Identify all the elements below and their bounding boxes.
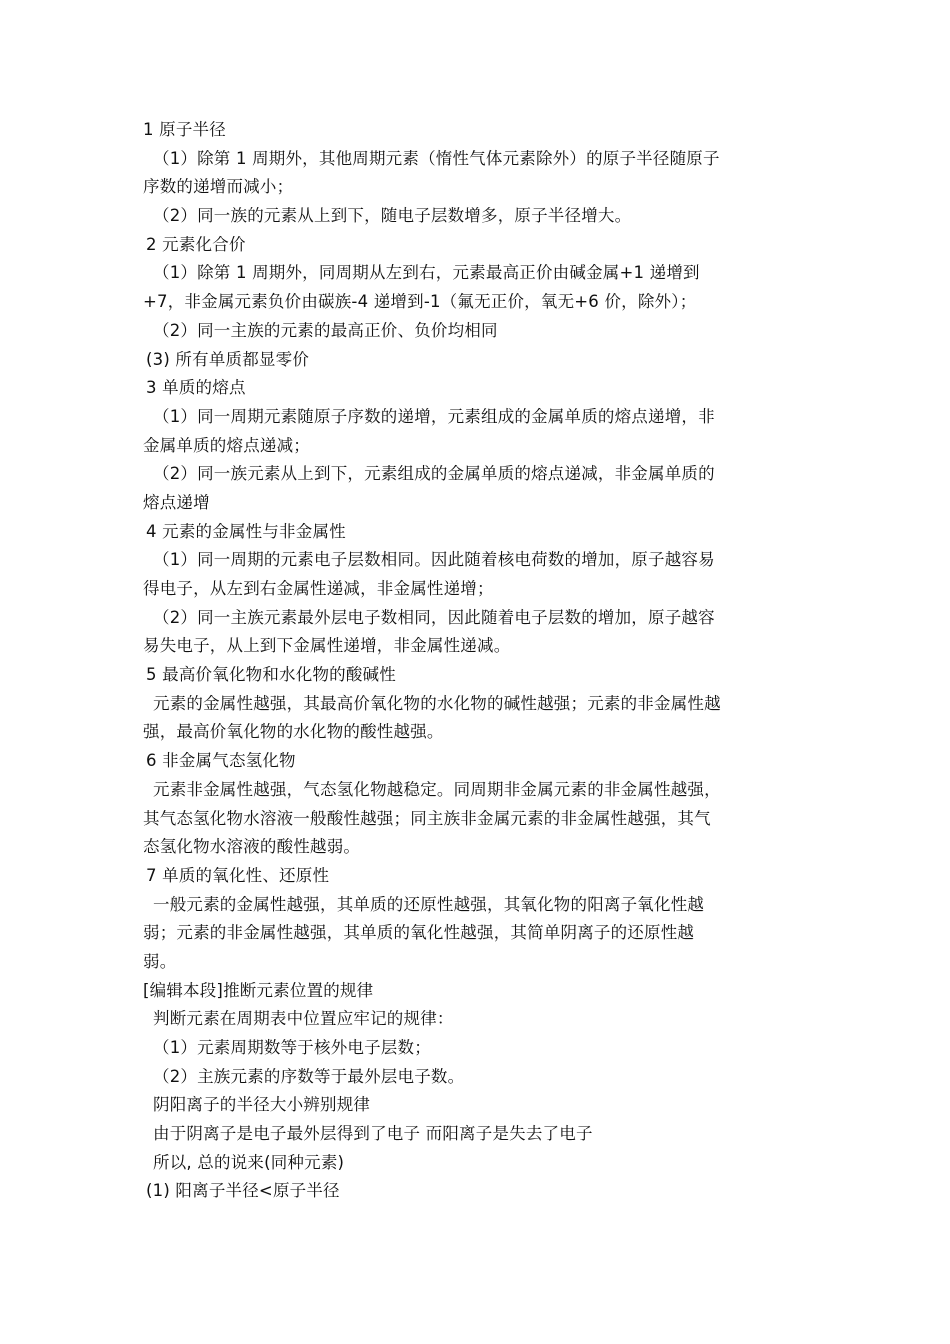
heading-ion-radius: 阴阳离子的半径大小辨别规律 (153, 1095, 371, 1115)
heading-atomic-radius: 1 原子半径 (143, 120, 226, 139)
text-line: 强，最高价氧化物的水化物的酸性越强。 (143, 722, 444, 742)
heading-hydride: 6 非金属气态氢化物 (146, 751, 296, 771)
text-line: 序数的递增而减小； (143, 177, 294, 197)
text-line: 一般元素的金属性越强，其单质的还原性越强，其氧化物的阳离子氧化性越 (153, 894, 705, 914)
heading-valence: 2 元素化合价 (146, 234, 246, 254)
text-line: （2）同一主族元素最外层电子数相同，因此随着电子层数的增加，原子越容 (153, 607, 715, 627)
text-line: 由于阴离子是电子最外层得到了电子 而阳离子是失去了电子 (153, 1124, 593, 1144)
text-line: （1）除第 1 周期外，同周期从左到右，元素最高正价由碱金属+1 递增到 (153, 263, 700, 283)
text-line: （1）同一周期元素随原子序数的递增，元素组成的金属单质的熔点递增，非 (153, 406, 715, 426)
text-line: （2）同一族元素从上到下，元素组成的金属单质的熔点递减，非金属单质的 (153, 464, 715, 484)
text-line: 熔点递增 (143, 492, 210, 512)
text-line: 得电子，从左到右金属性递减，非金属性递增； (143, 579, 494, 598)
text-line: 所以, 总的说来(同种元素) (153, 1152, 345, 1172)
heading-redox: 7 单质的氧化性、还原性 (146, 865, 330, 885)
heading-position-rules: [编辑本段]推断元素位置的规律 (143, 980, 374, 1000)
text-line: 金属单质的熔点递减； (143, 435, 310, 455)
text-line: 元素的金属性越强，其最高价氧化物的水化物的碱性越强；元素的非金属性越 (153, 693, 721, 713)
text-line: （2）主族元素的序数等于最外层电子数。 (153, 1066, 465, 1086)
text-line: （2）同一主族的元素的最高正价、负价均相同 (153, 320, 498, 340)
text-line: （1）同一周期的元素电子层数相同。因此随着核电荷数的增加，原子越容易 (153, 550, 715, 570)
heading-melting-point: 3 单质的熔点 (146, 378, 246, 398)
text-line: 元素非金属性越强，气态氢化物越稳定。同周期非金属元素的非金属性越强， (153, 779, 721, 799)
text-line: （2）同一族的元素从上到下，随电子层数增多，原子半径增大。 (153, 206, 632, 226)
text-line: 态氢化物水溶液的酸性越弱。 (143, 837, 361, 857)
text-line: 判断元素在周期表中位置应牢记的规律： (153, 1009, 454, 1029)
heading-metallic-property: 4 元素的金属性与非金属性 (146, 521, 346, 541)
text-line: 弱。 (143, 951, 177, 971)
heading-oxide-acidity: 5 最高价氧化物和水化物的酸碱性 (146, 665, 396, 685)
text-line: (1) 阳离子半径<原子半径 (146, 1181, 340, 1201)
text-line: 其气态氢化物水溶液一般酸性越强；同主族非金属元素的非金属性越强，其气 (143, 808, 711, 828)
text-line: +7，非金属元素负价由碳族-4 递增到-1（氟无正价，氧无+6 价，除外）； (143, 292, 697, 312)
text-line: (3) 所有单质都显零价 (146, 349, 310, 369)
text-line: （1）除第 1 周期外，其他周期元素（惰性气体元素除外）的原子半径随原子 (153, 148, 720, 168)
text-line: 易失电子，从上到下金属性递增，非金属性递减。 (143, 636, 511, 656)
document-body (143, 116, 823, 1206)
text-line: 弱；元素的非金属性越强，其单质的氧化性越强，其简单阴离子的还原性越 (143, 923, 695, 943)
text-line: （1）元素周期数等于核外电子层数； (153, 1038, 431, 1057)
